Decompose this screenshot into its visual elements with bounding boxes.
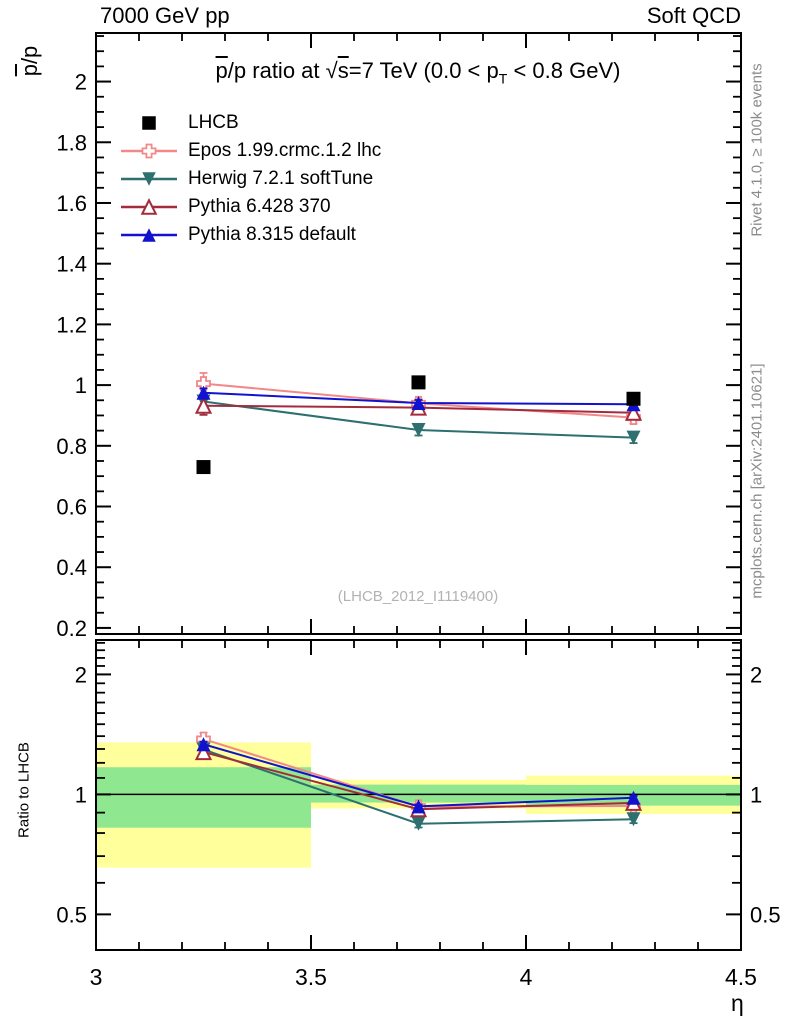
ratio-y-axis-title: Ratio to LHCB xyxy=(15,742,33,838)
plot-title: $\overline{p}/p$ ratio at √s=7 TeV ($0.0 < p_T < 0.8$ GeV) xyxy=(215,58,621,87)
main-ytick-label: 1.8 xyxy=(56,130,87,156)
main-ytick-label: 1 xyxy=(74,373,87,399)
xtick-label: 4.5 xyxy=(725,964,757,990)
legend-label: Herwig 7.2.1 softTune xyxy=(188,168,374,189)
main-ytick-label: 1.2 xyxy=(56,312,87,338)
legend-label: LHCB xyxy=(188,112,239,133)
ratio-ytick-label-left: 2 xyxy=(74,662,87,688)
main-ytick-label: 0.2 xyxy=(56,615,87,641)
xtick-label: 3 xyxy=(89,964,103,990)
ratio-ytick-label-left: 1 xyxy=(74,782,87,808)
main-y-axis-title: $\overline{p}/p$ xyxy=(17,45,42,77)
main-frame xyxy=(96,33,741,634)
legend-label: Pythia 6.428 370 xyxy=(188,196,331,217)
ratio-ytick-label-right: 2 xyxy=(750,662,763,688)
ratio-ytick-label-right: 1 xyxy=(750,782,763,808)
xtick-label: 4 xyxy=(519,964,533,990)
analysis-id-watermark: (LHCB_2012_I1119400) xyxy=(337,588,499,605)
xtick-label: 3.5 xyxy=(295,964,327,990)
x-axis-title: η xyxy=(731,990,744,1016)
legend-label: Epos 1.99.crmc.1.2 lhc xyxy=(188,140,382,161)
legend-label: Pythia 8.315 default xyxy=(188,224,356,245)
beam-header: 7000 GeV pp xyxy=(100,3,230,28)
main-ytick-label: 0.6 xyxy=(56,494,87,520)
process-group-header: Soft QCD xyxy=(646,3,741,28)
rivet-version-note: Rivet 4.1.0, ≥ 100k events xyxy=(748,63,766,237)
marker-filled-square xyxy=(412,375,426,389)
marker-filled-square xyxy=(627,392,641,406)
mcplots-arxiv-note: mcplots.cern.ch [arXiv:2401.10621] xyxy=(748,363,766,599)
ratio-ytick-label-left: 0.5 xyxy=(56,902,87,928)
main-ytick-label: 2 xyxy=(74,69,87,95)
main-ytick-label: 1.4 xyxy=(56,251,87,277)
ratio-ytick-label-right: 0.5 xyxy=(750,902,781,928)
main-ytick-label: 0.4 xyxy=(56,555,87,581)
main-ytick-label: 1.6 xyxy=(56,190,87,216)
marker-filled-square xyxy=(197,460,211,474)
main-ytick-label: 0.8 xyxy=(56,433,87,459)
